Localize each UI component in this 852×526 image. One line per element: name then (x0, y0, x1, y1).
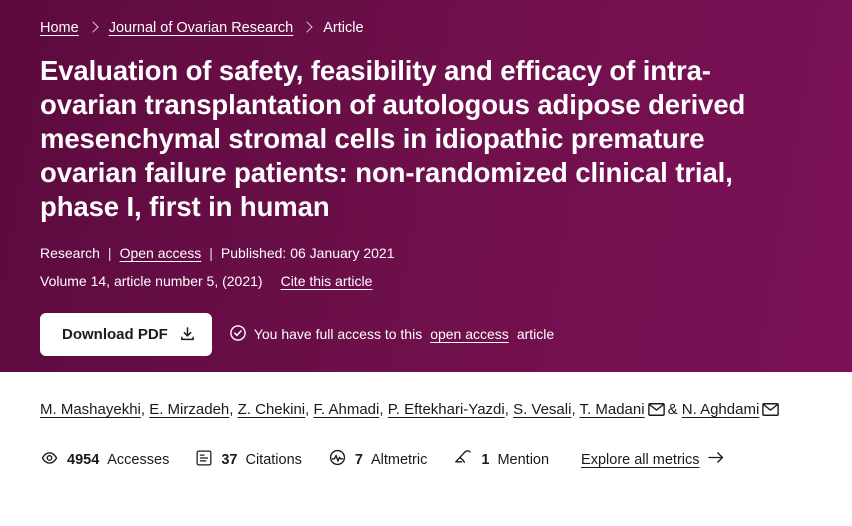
metric-label: Citations (245, 451, 302, 468)
metric-value: 7 (354, 451, 363, 468)
published-date: Published: 06 January 2021 (220, 244, 395, 261)
article-meta (40, 245, 812, 261)
metric-value: 4954 (67, 451, 100, 468)
metric-label: Mention (497, 451, 550, 468)
meta-divider: | (209, 244, 213, 261)
chevron-right-icon (87, 21, 98, 32)
author-link[interactable]: F. Ahmadi (313, 401, 380, 418)
author-separator: , (305, 401, 314, 418)
article-metrics (40, 448, 812, 471)
author-link[interactable]: Z. Chekini (237, 401, 306, 418)
explore-all-metrics-link[interactable] (581, 451, 723, 468)
article-actions (40, 313, 812, 356)
breadcrumb-journal[interactable]: Journal of Ovarian Research (108, 20, 294, 36)
breadcrumb-home[interactable]: Home (40, 20, 79, 36)
envelope-icon[interactable] (648, 400, 665, 424)
mentions-icon (453, 448, 473, 471)
chevron-right-icon (302, 21, 313, 32)
explore-metrics-label: Explore all metrics (581, 451, 700, 468)
meta-divider: | (107, 244, 112, 261)
article-type: Research (40, 244, 100, 261)
page-title: Evaluation of safety, feasibility and efficacy of intra-ovarian transplantation of autologous adipose derived mesenchymal stromal cells in idiopathic premature ovarian failure patients: non-randomized clinical trial, phase I, first in human (40, 55, 746, 222)
author-separator: , (379, 401, 388, 418)
download-pdf-label: Download PDF (62, 325, 168, 343)
author-separator: , (229, 401, 238, 418)
citations-icon (195, 449, 213, 471)
author-separator: , (571, 401, 580, 418)
metric-label: Altmetric (370, 451, 428, 468)
access-note-prefix: You have full access to this (253, 326, 423, 343)
arrow-right-icon (708, 451, 724, 468)
download-icon (180, 326, 195, 342)
full-access-note (230, 325, 554, 344)
open-access-inline-link[interactable]: open access (430, 326, 509, 343)
altmetric-icon (328, 448, 347, 471)
author-link[interactable]: E. Mirzadeh (149, 401, 230, 418)
author-link[interactable]: N. Aghdami (681, 401, 760, 418)
author-list (40, 372, 812, 424)
metric-value: 1 (481, 451, 490, 468)
check-circle-icon (230, 325, 246, 344)
metric-label: Accesses (107, 451, 170, 468)
metric-accesses (40, 448, 169, 471)
metric-citations (195, 449, 302, 471)
author-link[interactable]: T. Madani (579, 401, 645, 418)
metric-mentions (453, 448, 549, 471)
author-link[interactable]: S. Vesali (513, 401, 572, 418)
volume-info: Volume 14, article number 5, (2021) (40, 272, 263, 289)
author-link[interactable]: P. Eftekhari-Yazdi (387, 401, 505, 418)
author-link[interactable]: M. Mashayekhi (40, 401, 141, 418)
metric-altmetric (328, 448, 427, 471)
metric-value: 37 (221, 451, 238, 468)
download-pdf-button[interactable] (40, 313, 212, 356)
breadcrumb-current: Article (323, 20, 364, 36)
volume-line (40, 273, 812, 289)
accesses-icon (40, 448, 59, 471)
authors-conjunction: & (667, 401, 678, 418)
envelope-icon[interactable] (762, 400, 779, 424)
cite-article-link[interactable]: Cite this article (280, 272, 373, 289)
access-note-suffix: article (516, 326, 555, 343)
open-access-link[interactable]: Open access (119, 244, 202, 261)
author-separator: , (504, 401, 514, 418)
article-body (0, 372, 852, 471)
author-separator: , (140, 401, 150, 418)
breadcrumb (40, 10, 812, 36)
